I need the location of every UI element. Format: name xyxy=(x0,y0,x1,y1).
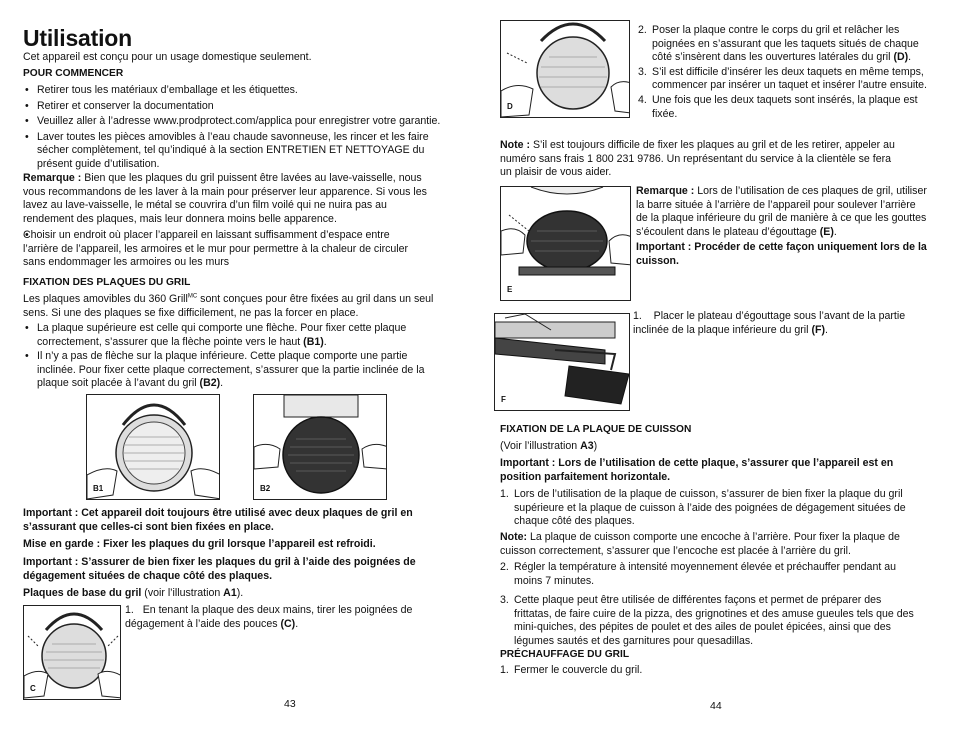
step-text: Une fois que les deux taquets sont insérés, la plaque est fixée. xyxy=(652,93,918,120)
list-item: • Veuillez aller à l’adresse www.prodprotect.com/applica pour enregistrer votre garantie. xyxy=(23,115,450,129)
step-end: . xyxy=(824,323,828,336)
figure-b2 xyxy=(253,394,387,500)
heading-fixation-plaques: FIXATION DES PLAQUES DU GRIL xyxy=(23,277,191,288)
trademark-sup: MC xyxy=(187,293,198,300)
plaques-base-label: Plaques de base du gril xyxy=(23,587,142,599)
note-text: La plaque de cuisson comporte une encoche à l’arrière. Pour fixer la plaque de cuisson correctement, s’assurer que l’encoche est placée à l’arrière du gril. xyxy=(500,531,900,557)
grill-plate-illustration xyxy=(254,395,387,500)
plaques-base-ref: A1 xyxy=(223,587,237,599)
step-ref: (D) xyxy=(893,51,909,64)
figure-f xyxy=(494,313,630,411)
note-label: Note: xyxy=(500,531,528,543)
step-number: 1. xyxy=(500,664,509,676)
note-paragraph xyxy=(500,139,900,180)
b2-text: Il n’y a pas de flèche sur la plaque inférieure. Cette plaque comporte une partie inclinée. Pour fixer cette plaque correctement, s’assurer que la partie inclinée de la plaque soit placée à l’avant du gril xyxy=(37,350,425,390)
voir-end: ) xyxy=(593,440,598,452)
grill-plate-illustration xyxy=(501,21,630,118)
prechauffage-steps xyxy=(500,664,920,678)
list-item xyxy=(500,561,920,588)
step-end: . xyxy=(908,51,912,64)
steps-list-d xyxy=(638,24,928,121)
step-ref: (F) xyxy=(811,323,825,336)
step-number: 3. xyxy=(638,65,647,78)
list-item xyxy=(638,24,928,65)
important-e: Important : Procéder de cette façon uniquement lors de la cuisson. xyxy=(636,241,927,267)
step-text: Placer le plateau d’égouttage sous l’avant de la partie inclinée de la plaque inférieure du gril xyxy=(633,310,906,336)
cuisson-steps-2 xyxy=(500,561,920,649)
step-number: 2. xyxy=(500,561,509,573)
list-item xyxy=(23,322,438,349)
mise-en-garde: Mise en garde : Fixer les plaques du gril lorsque l’appareil est refroidi. xyxy=(23,538,376,550)
page-title: Utilisation xyxy=(23,25,132,51)
list-item xyxy=(638,66,928,93)
step-number: 1. xyxy=(125,604,134,616)
b1-text: La plaque supérieure est celle qui comporte une flèche. Pour fixer cette plaque correctement, s’assurer que la flèche pointe vers le haut xyxy=(37,322,407,348)
step-text: En tenant la plaque des deux mains, tirer les poignées de dégagement à l’aide des pouces xyxy=(125,604,413,630)
important-note-1: Important : Cet appareil doit toujours être utilisé avec deux plaques de gril en s’assurant que celles-ci sont bien fixées en place. xyxy=(23,507,413,533)
list-item: • Laver toutes les pièces amovibles à l’eau chaude savonneuse, les rincer et les faire sécher complètement, tel qu’indiqué à la section ENTRETIEN ET NETTOYAGE du présent guide d’utilisation. xyxy=(23,131,450,172)
figure-c xyxy=(23,605,121,700)
b1-end: . xyxy=(323,335,327,348)
placement-list xyxy=(23,229,423,270)
list-item xyxy=(638,94,928,121)
step-ref: (C) xyxy=(280,617,296,630)
b1-ref: (B1) xyxy=(303,335,324,348)
remarque-label: Remarque : xyxy=(636,185,695,197)
figure-d xyxy=(500,20,630,118)
figure-b1 xyxy=(86,394,220,500)
figure-label: F xyxy=(501,395,506,405)
important-note-2: Important : S’assurer de bien fixer les plaques du gril à l’aide des poignées de dégagement situées de chaque côté des plaques. xyxy=(23,556,416,582)
remarque-text: Lors de l’utilisation de ces plaques de gril, utiliser la barre située à l’arrière de l’appareil pour soulever l’arrière de la plaque inférieure du gril de manière à ce que les gouttes s’écoulent dans le plateau d’égouttage xyxy=(636,185,927,238)
step-text: Fermer le couvercle du gril. xyxy=(514,664,643,676)
step-number: 1. xyxy=(500,488,509,500)
fixation-text-a: Les plaques amovibles du 360 Grill xyxy=(23,293,188,305)
step-text: S’il est difficile d’insérer les deux taquets en même temps, commencer par insérer un taquet et insérer l’autre ensuite. xyxy=(652,65,927,92)
plaques-base-text: (voir l’illustration xyxy=(141,587,224,599)
fixation-list xyxy=(23,322,438,391)
heading-plaque-cuisson: FIXATION DE LA PLAQUE DE CUISSON xyxy=(500,424,692,435)
step-number: 3. xyxy=(500,594,509,607)
figure-label: C xyxy=(30,684,36,694)
step-text: Régler la température à intensité moyennement élevée et préchauffer pendant au moins 7 minutes. xyxy=(514,561,897,587)
intro-text: Cet appareil est conçu pour un usage domestique seulement. xyxy=(23,51,312,63)
plaques-base xyxy=(23,587,443,601)
voir-illustration xyxy=(500,440,597,454)
list-item xyxy=(500,594,920,648)
step-number: 1. xyxy=(633,310,642,322)
cuisson-steps-1 xyxy=(500,488,920,529)
remarque-label: Remarque : xyxy=(23,172,82,184)
b2-ref: (B2) xyxy=(199,377,221,390)
figure-e xyxy=(500,186,631,301)
b2-end: . xyxy=(220,377,224,390)
list-item xyxy=(23,229,423,270)
note-text: S’il est toujours difficile de fixer les plaques au gril et de les retirer, appeler au numéro sans frais 1 800 231 9786. Un représentant du service à la clientèle se fera un plaisir de vous aider. xyxy=(500,139,895,179)
page-number: 43 xyxy=(284,698,296,710)
step-number: 2. xyxy=(638,24,647,36)
fixation-text-b: sont conçues pour être fixées au gril dans un seul sens. Si une des plaques se fixe difficilement, ne pas la forcer en place. xyxy=(23,293,434,319)
remarque-ref: (E) xyxy=(819,225,834,238)
voir-ref: A3 xyxy=(580,440,594,452)
grill-plate-illustration xyxy=(24,606,121,700)
figure-label: E xyxy=(507,285,513,295)
step-number: 4. xyxy=(638,93,647,106)
plaques-base-end: ). xyxy=(236,587,244,599)
drip-tray-illustration xyxy=(495,314,630,411)
figure-label: B1 xyxy=(93,484,104,494)
remarque-paragraph xyxy=(23,172,438,226)
remarque-text: Bien que les plaques du gril puissent être lavées au lave-vaisselle, nous vous recommandons de les laver à la main pour préserver leur apparence. Si vous les lavez au lave-vaisselle, le métal se couvrira d’un film voilé qui ne nuira pas au rendement des plaques, mais leur donnera moins belle apparence. xyxy=(23,172,427,225)
step-end: . xyxy=(295,617,299,630)
step-text: Cette plaque peut être utilisée de différentes façons et permet de préparer des frittatas, de faire cuire de la pizza, des grignotines et des amuse gueules tels que des mini-quiches, des pépites de poulet et des ailes de poulet épicées, ainsi que des légumes sautés et des garnitures pour quesadillas. xyxy=(514,594,914,647)
page-number: 44 xyxy=(710,700,722,712)
plateau-step xyxy=(633,310,929,337)
grill-plate-illustration xyxy=(87,395,220,500)
remarque-e xyxy=(636,185,929,239)
heading-pour-commencer: POUR COMMENCER xyxy=(23,68,124,79)
important-horizontal: Important : Lors de l’utilisation de cette plaque, s’assurer que l’appareil est en position parfaitement horizontale. xyxy=(500,457,894,483)
list-item-text: Choisir un endroit où placer l’appareil en laissant suffisamment d’espace entre l’arrière de l’appareil, les armoires et le mur pour permettre à la chaleur de circuler sans endommager les armoires ou les murs xyxy=(23,229,409,269)
list-item xyxy=(500,664,920,678)
fixation-intro xyxy=(23,293,438,320)
grill-plate-illustration xyxy=(501,187,631,301)
list-item: • Retirer tous les matériaux d’emballage et les étiquettes. xyxy=(23,84,450,98)
figure-label: B2 xyxy=(260,484,271,494)
step-text: Poser la plaque contre le corps du gril et relâcher les poignées en s’assurant que les taquets situés de chaque côté s’insèrent dans les ouvertures latérales du gril xyxy=(652,24,919,64)
voir-text: (Voir l’illustration xyxy=(500,440,581,452)
figure-label: D xyxy=(507,102,513,112)
heading-prechauffage: PRÉCHAUFFAGE DU GRIL xyxy=(500,649,630,660)
list-item xyxy=(500,488,920,529)
start-list xyxy=(23,84,450,172)
step-text: Lors de l’utilisation de la plaque de cuisson, s’assurer de bien fixer la plaque du gril supérieure et la plaque de cuisson à l’aide des poignées de dégagement situées de chaque côté des plaques. xyxy=(514,488,906,528)
list-item xyxy=(23,350,438,391)
note-encoche xyxy=(500,531,920,558)
note-label: Note : xyxy=(500,139,531,151)
remarque-end: . xyxy=(833,225,837,238)
step-1 xyxy=(125,604,430,631)
list-item: • Retirer et conserver la documentation xyxy=(23,100,450,114)
